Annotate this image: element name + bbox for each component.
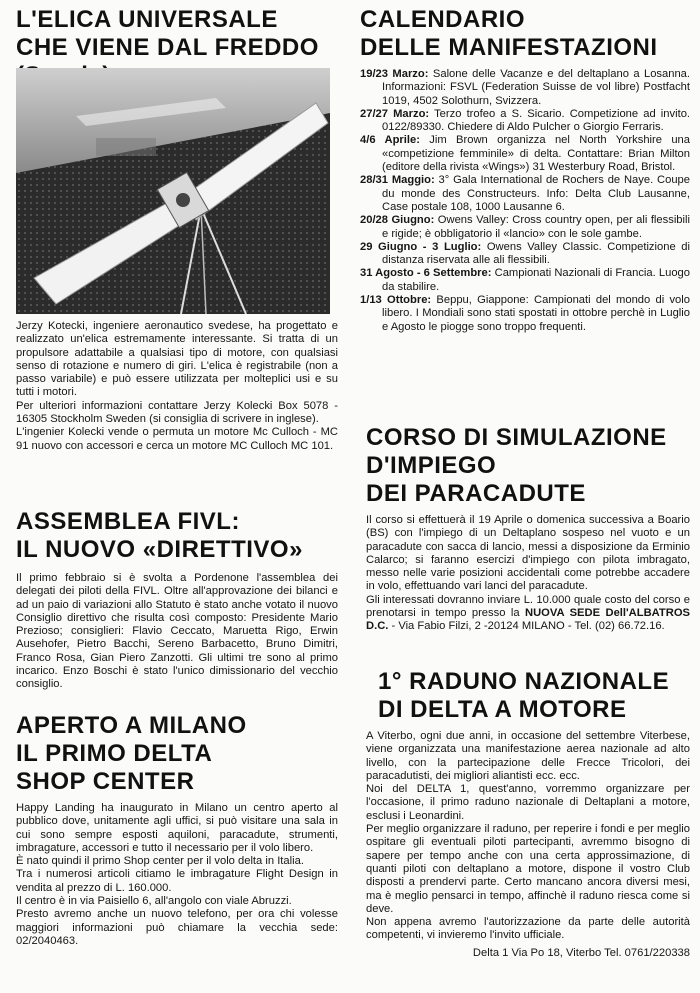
shop-title [16,712,338,796]
calendar-entry-date: 27/27 Marzo: [360,107,430,120]
corso-paragraph-2-bold: NUOVA SEDE Dell'ALBATROS D.C. [366,607,690,633]
calendar-entry [360,294,690,334]
elica-paragraph-1: Jerzy Kotecki, ingeniere aeronautico svedese, ha progettato e realizzato un'elica estremamente interessante. Si tratta di un propulsore adattabile a qualsiasi tipo di motore, con qualsiasi senso di rotazione e numero di giri. L'elica è registrabile (non a passo variabile) e può essere utilizzata per molteplici usi e su tutti i motori. [16,320,338,399]
calendar-entry-text: Jim Brown organizza nel North Yorkshire una «competizione femminile» di delta. Contattare: Brian Milton (editore della rivista «Wings») 31 Westerbury Road, Bristol. [382,134,690,174]
calendar-entry [360,134,690,174]
assemblea-title-line-1: ASSEMBLEA FIVL: [16,508,240,535]
corso-title-line-2: D'IMPIEGO [366,452,497,479]
raduno-paragraph-2: Noi del DELTA 1, quest'anno, vorremmo organizzare per l'occasione, il primo raduno nazionale di Deltaplani a motore, esclusi i Leonardini. [366,783,690,822]
calendar-entry [360,214,690,241]
propeller-image [16,68,330,314]
elica-title-line-2: CHE VIENE DAL FREDDO [16,34,319,61]
raduno-signature: Delta 1 Via Po 18, Viterbo Tel. 0761/220338 [472,946,690,959]
calendar-entry [360,108,690,135]
corso-title-line-3: DEI PARACADUTE [366,480,586,507]
calendar-entry-date: 29 Giugno - 3 Luglio: [360,240,482,253]
shop-title-line-1: APERTO A MILANO [16,712,247,739]
corso-title-line-1: CORSO DI SIMULAZIONE [366,424,667,451]
calendar-entry-date: 1/13 Ottobre: [360,294,432,307]
corso-paragraph-2-address: - Via Fabio Filzi, 2 -20124 MILANO - Tel. (02) 66.72.16. [388,620,665,633]
raduno-paragraph-1: A Viterbo, ogni due anni, in occasione del settembre Viterbese, viene organizzata una manifestazione aerea nazionale ad alto livello, con la partecipazione delle Frecce Tricolori, dei paracadutisti, dei migliori aliantisti ecc. ecc. [366,730,690,782]
calendar-entry-date: 19/23 Marzo: [360,68,429,80]
calendar-entry-text: Owens Valley: Cross country open, per ali flessibili e rigide; è obbligatorio il «lancio» con le sole gambe. [382,214,690,240]
shop-paragraph-5: Presto avremo anche un nuovo telefono, per ora chi volesse maggiori informazioni può chiamare la vecchia sede: 02/2040463. [16,908,338,947]
calendar-entry-text: Terzo trofeo a S. Sicario. Competizione ad invito. 0122/89330. Chiedere di Aldo Pulcher o Giorgio Ferraris. [382,107,691,134]
shop-title-line-3: SHOP CENTER [16,768,195,795]
assemblea-article [16,508,338,692]
shop-article [16,712,338,948]
calendario-list [360,68,690,334]
assemblea-title-line-2: IL NUOVO «DIRETTIVO» [16,536,303,563]
calendar-entry-text: Campionati Nazionali di Francia. Luogo da stabilire. [382,267,690,293]
assemblea-paragraph: Il primo febbraio si è svolta a Pordenone l'assemblea dei delegati dei piloti della FIVL. Oltre all'approvazione dei bilanci e ad un paio di variazioni allo Statuto è stato anche votato il nuovo Consiglio direttivo che risulta così composto: Presidente Mario Prezioso; consiglieri: Flavio Ceccato, Maruetta Rigo, Erwin Ausehofer, Pietro Bacchi, Sereno Barbacetto, Bruno Dimitri, Franco Rosa, Gian Piero Zanzotti. Gli ultimi tre sono al primo incarico. Enzo Boschi è stato l'unico dimissionario del vecchio consiglio. [16,572,338,691]
shop-title-line-2: IL PRIMO DELTA [16,740,213,767]
shop-paragraph-4: Il centro è in via Paisiello 6, all'angolo con viale Abruzzi. [16,895,292,908]
raduno-paragraph-4: Non appena avremo l'autorizzazione da parte delle autorità competenti, vi invieremo l'invito ufficiale. [366,916,690,942]
corso-paragraph-1: Il corso si effettuerà il 19 Aprile o domenica successiva a Boario (BS) con l'impiego di un Deltaplano sospeso nel vuoto e un paracadute con sacca di lancio, messi a disposizione da Erminio Calarco; si faranno esercizi d'impiego con pilota imbragato, messo nelle varie posizioni accidentali come potrebbe accadere in volo, effettuando vari lanci del paracadute. [366,514,690,593]
corso-body [366,514,690,634]
calendario-title-line-2: DELLE MANIFESTAZIONI [360,34,658,61]
elica-title-line-1: L'ELICA UNIVERSALE [16,6,278,33]
shop-paragraph-3: Tra i numerosi articoli citiamo le imbragature Flight Design in vendita al prezzo di L. 160.000. [16,868,338,894]
calendar-entry [360,267,690,294]
calendario-title-line-1: CALENDARIO [360,6,525,33]
calendario-title [360,6,690,62]
raduno-title-line-1: 1° RADUNO NAZIONALE [378,668,670,695]
corso-article [366,424,690,634]
calendar-entry-text: Owens Valley Classic. Competizione di distanza riservata alle ali flessibili. [382,240,690,267]
calendar-entry [360,174,690,214]
calendario-article [360,6,690,334]
elica-body [16,320,338,453]
raduno-title [366,668,690,724]
propeller-photo [16,68,330,314]
corso-paragraph-2 [366,594,690,634]
corso-paragraph-2-text: Gli interessati dovranno inviare L. 10.000 quale costo del corso e prenotarsi in tempo presso la [366,593,690,620]
calendar-entry-date: 4/6 Aprile: [360,134,420,147]
raduno-article [366,668,690,960]
shop-paragraph-2: È nato quindi il primo Shop center per il volo delta in Italia. [16,855,304,868]
calendar-entry [360,68,690,108]
calendar-entry [360,241,690,268]
calendar-entry-date: 28/31 Maggio: [360,174,435,187]
assemblea-title [16,508,338,564]
calendar-entry-text: Salone delle Vacanze e del deltaplano a Losanna. Informazioni: FSVL (Federation Suisse de vol libre) Postfacht 1019, 4502 Solothurn, Svizzera. [382,68,691,107]
shop-paragraph-1: Happy Landing ha inaugurato in Milano un centro aperto al pubblico dove, unitamente agli uffici, si può visitare una sala in cui sono sempre esposti aquiloni, paracadute, strumenti, imbragature, accessori e tutto il necessario per il volo libero. [16,802,338,854]
elica-paragraph-3: L'ingenier Kolecki vende o permuta un motore Mc Culloch - MC 91 nuovo con accessori e cerca un motore MC Culloch MC 101. [16,426,338,452]
calendar-entry-text: 3° Gala International de Rochers de Naye. Coupe du monde des Constructeurs. Info: Delta Club Lausanne, Case postale 108, 1000 Lausanne 6. [382,174,691,213]
calendar-entry-date: 20/28 Giugno: [360,214,435,227]
raduno-body [366,730,690,960]
raduno-paragraph-3: Per meglio organizzare il raduno, per reperire i fondi e per meglio ospitare gli eventuali piloti partecipanti, avremmo bisogno di sapere per tempo anche con una certa approssimazione, di quanti piloti con deltaplano a motore, dispone il vostro Club disposti a prendervi parte. Certo mancano ancora diversi mesi, ma è meglio pensarci in tempo, affinchè il raduno riesca come si deve. [366,823,690,915]
corso-title [366,424,690,508]
raduno-title-line-2: DI DELTA A MOTORE [378,696,627,723]
calendar-entry-text: Beppu, Giappone: Campionati del mondo di volo libero. I Mondiali sono stati spostati in ottobre perchè in Luglio e Agosto le piogge sono troppo frequenti. [382,294,690,333]
elica-paragraph-2: Per ulteriori informazioni contattare Jerzy Kolecki Box 5078 - 16305 Stockholm Sweden (si consiglia di scrivere in inglese). [16,399,338,426]
shop-body [16,802,338,948]
calendar-entry-date: 31 Agosto - 6 Settembre: [360,267,492,280]
